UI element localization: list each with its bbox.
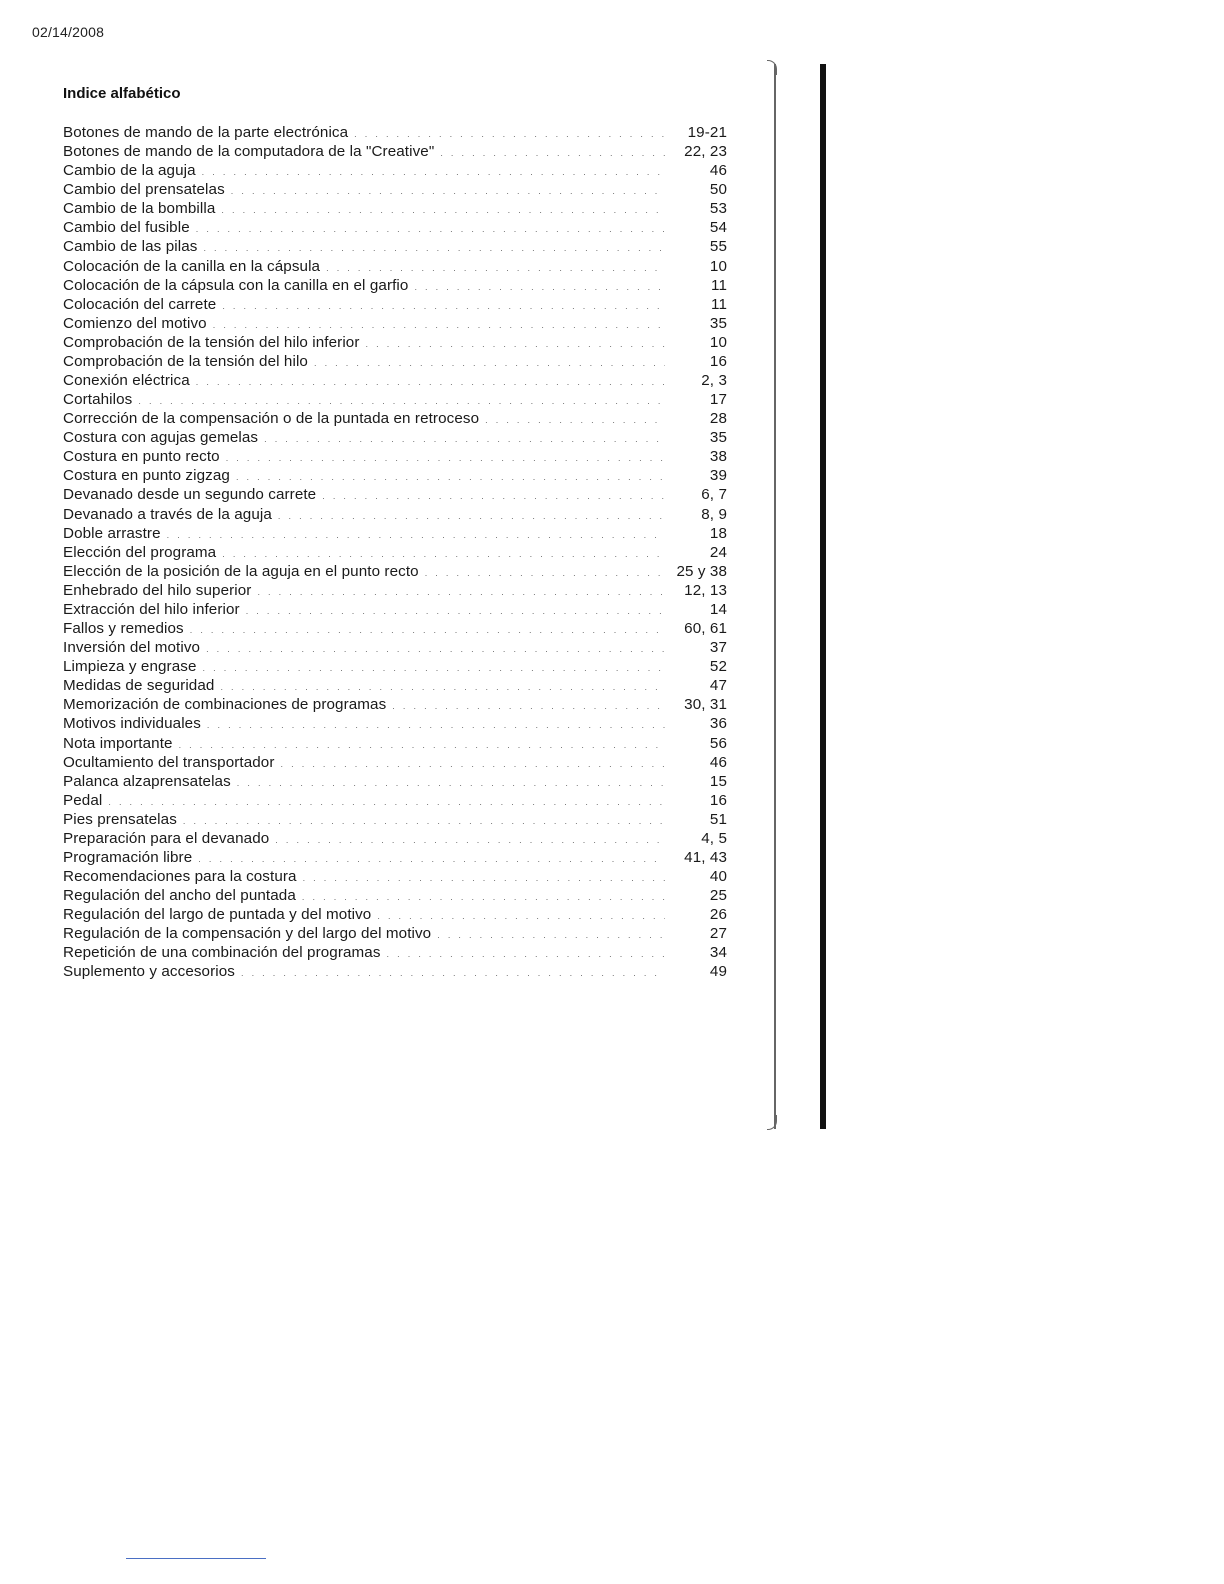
index-entry [63, 867, 727, 886]
index-entry-term: Devanado desde un segundo carrete [63, 486, 317, 504]
index-entry [63, 676, 727, 695]
index-entry [63, 734, 727, 753]
index-entry-page: 28 [709, 410, 727, 428]
index-entry-page: 46 [709, 162, 727, 180]
index-entry [63, 829, 727, 848]
index-entry [63, 161, 727, 180]
index-entry [63, 962, 727, 981]
index-entry [63, 352, 727, 371]
dot-leader [440, 144, 665, 163]
index-entry-term: Medidas de seguridad [63, 677, 215, 695]
index-entry-page: 25 [709, 887, 727, 905]
dot-leader [108, 793, 665, 812]
index-entry-page: 38 [709, 448, 727, 466]
dot-leader [485, 411, 665, 430]
index-entry [63, 276, 727, 295]
index-entry-term: Memorización de combinaciones de programas [63, 696, 387, 714]
index-entry-term: Costura en punto recto [63, 448, 220, 466]
index-entry-page: 22, 23 [684, 143, 727, 161]
index-entry [63, 562, 727, 581]
dot-leader [275, 831, 665, 850]
index-entry [63, 505, 727, 524]
index-entry-page: 40 [709, 868, 727, 886]
index-entry [63, 257, 727, 276]
index-entry-term: Inversión del motivo [63, 639, 201, 657]
index-entry-page: 37 [709, 639, 727, 657]
index-entry-term: Pies prensatelas [63, 810, 177, 828]
index-entry-page: 50 [709, 181, 727, 199]
index-entry-term: Comienzo del motivo [63, 314, 207, 332]
index-entry [63, 180, 727, 199]
index-entry [63, 772, 727, 791]
index-entry-term: Cortahilos [63, 391, 133, 409]
dot-leader [278, 507, 665, 526]
dot-leader [167, 526, 665, 545]
index-entry-term: Doble arrastre [63, 524, 161, 542]
index-entry [63, 905, 727, 924]
index-entry-page: 16 [709, 352, 727, 370]
index-entry-term: Motivos individuales [63, 715, 201, 733]
index-entry [63, 314, 727, 333]
dot-leader [241, 964, 665, 983]
index-entry-page: 55 [709, 238, 727, 256]
index-entry-term: Cambio de las pilas [63, 238, 198, 256]
index-entry [63, 123, 727, 142]
index-entry-term: Recomendaciones para la costura [63, 868, 297, 886]
index-entry-term: Programación libre [63, 848, 193, 866]
index-entry-term: Suplemento y accesorios [63, 963, 235, 981]
index-entry-page: 30, 31 [684, 696, 727, 714]
page-date: 02/14/2008 [32, 24, 105, 40]
index-entry [63, 714, 727, 733]
index-entry-page: 15 [709, 772, 727, 790]
margin-bracket-line [774, 64, 776, 1129]
index-entry [63, 199, 727, 218]
index-entry-term: Fallos y remedios [63, 620, 184, 638]
index-entry-term: Repetición de una combinación del programas [63, 944, 381, 962]
index-entry-term: Costura con agujas gemelas [63, 429, 259, 447]
index-entry-page: 39 [709, 467, 727, 485]
index-entry [63, 447, 727, 466]
index-title: Indice alfabético [63, 85, 181, 102]
index-entry-page: 25 y 38 [676, 562, 727, 580]
dot-leader [366, 335, 665, 354]
index-entry-term: Costura en punto zigzag [63, 467, 230, 485]
index-entry-term: Enhebrado del hilo superior [63, 581, 252, 599]
index-entry-page: 12, 13 [684, 581, 727, 599]
index-entry-page: 34 [709, 944, 727, 962]
index-entry [63, 390, 727, 409]
index-entry-page: 16 [709, 791, 727, 809]
index-entry-term: Colocación de la canilla en la cápsula [63, 257, 321, 275]
index-entry-term: Cambio de la bombilla [63, 200, 216, 218]
index-entry-term: Cambio del prensatelas [63, 181, 225, 199]
dot-leader [206, 640, 665, 659]
index-entry-term: Cambio del fusible [63, 219, 190, 237]
index-entry-page: 10 [709, 333, 727, 351]
index-entry-page: 17 [709, 391, 727, 409]
dot-leader [196, 220, 665, 239]
dot-leader [314, 354, 665, 373]
index-entry-page: 35 [709, 314, 727, 332]
index-entry-page: 47 [709, 677, 727, 695]
dot-leader [437, 926, 665, 945]
index-entry-page: 26 [709, 906, 727, 924]
index-entry-term: Elección de la posición de la aguja en el punto recto [63, 562, 419, 580]
dot-leader [237, 774, 665, 793]
index-entry [63, 142, 727, 161]
index-entry-term: Comprobación de la tensión del hilo [63, 352, 308, 370]
index-entry-page: 11 [711, 276, 727, 294]
index-entry-term: Corrección de la compensación o de la puntada en retroceso [63, 410, 480, 428]
index-entry [63, 695, 727, 714]
dot-leader [425, 564, 665, 583]
index-entry-term: Nota importante [63, 734, 173, 752]
index-entry-term: Devanado a través de la aguja [63, 505, 272, 523]
index-entry [63, 810, 727, 829]
index-entry-page: 6, 7 [701, 486, 727, 504]
dot-leader [414, 278, 665, 297]
index-entry [63, 333, 727, 352]
dot-leader [222, 297, 665, 316]
index-entry-term: Ocultamiento del transportador [63, 753, 275, 771]
index-entry [63, 428, 727, 447]
index-entry [63, 371, 727, 390]
index-entry-page: 19-21 [687, 124, 727, 141]
index-entry-page: 56 [709, 734, 727, 752]
dot-leader [190, 621, 665, 640]
index-entry [63, 791, 727, 810]
index-entry-term: Colocación de la cápsula con la canilla en el garfio [63, 276, 409, 294]
index-entry [63, 485, 727, 504]
index-entry [63, 218, 727, 237]
index-entry [63, 924, 727, 943]
index-entry-page: 2, 3 [701, 372, 727, 390]
index-entry-page: 53 [709, 200, 727, 218]
dot-leader [207, 716, 665, 735]
dot-leader [257, 583, 665, 602]
index-list [63, 123, 727, 982]
index-entry-term: Comprobación de la tensión del hilo inferior [63, 333, 360, 351]
index-entry-term: Conexión eléctrica [63, 372, 190, 390]
index-entry [63, 409, 727, 428]
index-entry-term: Pedal [63, 791, 103, 809]
dot-leader [392, 697, 665, 716]
dot-leader [196, 373, 665, 392]
index-entry-page: 14 [709, 600, 727, 618]
dot-leader [203, 659, 666, 678]
dot-leader [303, 869, 665, 888]
index-entry-term: Botones de mando de la computadora de la "Creative" [63, 143, 435, 161]
dot-leader [264, 430, 665, 449]
index-entry-page: 49 [709, 963, 727, 981]
index-entry-page: 60, 61 [684, 620, 727, 638]
index-entry-page: 4, 5 [701, 829, 727, 847]
index-entry-term: Regulación del largo de puntada y del motivo [63, 906, 372, 924]
index-entry [63, 657, 727, 676]
index-entry-term: Colocación del carrete [63, 295, 217, 313]
index-entry [63, 466, 727, 485]
index-entry [63, 638, 727, 657]
index-entry-term: Palanca alzaprensatelas [63, 772, 231, 790]
index-entry [63, 886, 727, 905]
dot-leader [226, 449, 665, 468]
index-entry-page: 52 [709, 658, 727, 676]
index-entry-page: 36 [709, 715, 727, 733]
index-entry-page: 24 [709, 543, 727, 561]
index-entry-term: Preparación para el devanado [63, 829, 270, 847]
index-entry-page: 27 [709, 925, 727, 943]
index-entry-page: 51 [709, 810, 727, 828]
index-entry-term: Regulación del ancho del puntada [63, 887, 296, 905]
index-entry [63, 581, 727, 600]
index-entry-page: 18 [709, 524, 727, 542]
index-entry [63, 753, 727, 772]
index-entry-page: 10 [709, 257, 727, 275]
index-entry [63, 237, 727, 256]
dot-leader [202, 163, 665, 182]
index-entry-term: Botones de mando de la parte electrónica [63, 124, 349, 141]
index-entry-page: 8, 9 [701, 505, 727, 523]
dot-leader [281, 755, 665, 774]
index-entry [63, 295, 727, 314]
index-entry-page: 54 [709, 219, 727, 237]
index-entry-term: Extracción del hilo inferior [63, 600, 240, 618]
index-entry [63, 600, 727, 619]
index-entry [63, 524, 727, 543]
index-entry-term: Regulación de la compensación y del largo del motivo [63, 925, 432, 943]
index-entry-page: 11 [711, 295, 727, 313]
index-entry [63, 543, 727, 562]
index-entry [63, 943, 727, 962]
index-entry-page: 46 [709, 753, 727, 771]
dot-leader [322, 487, 665, 506]
index-entry-term: Elección del programa [63, 543, 217, 561]
footer-rule [126, 1558, 266, 1559]
index-entry [63, 619, 727, 638]
binding-bar [820, 64, 826, 1129]
index-entry-page: 35 [709, 429, 727, 447]
dot-leader [387, 945, 665, 964]
index-entry-term: Cambio de la aguja [63, 162, 196, 180]
index-entry-page: 41, 43 [684, 848, 727, 866]
dot-leader [221, 201, 665, 220]
index-entry [63, 848, 727, 867]
dot-leader [231, 182, 665, 201]
dot-leader [246, 602, 665, 621]
index-entry-term: Limpieza y engrase [63, 658, 197, 676]
